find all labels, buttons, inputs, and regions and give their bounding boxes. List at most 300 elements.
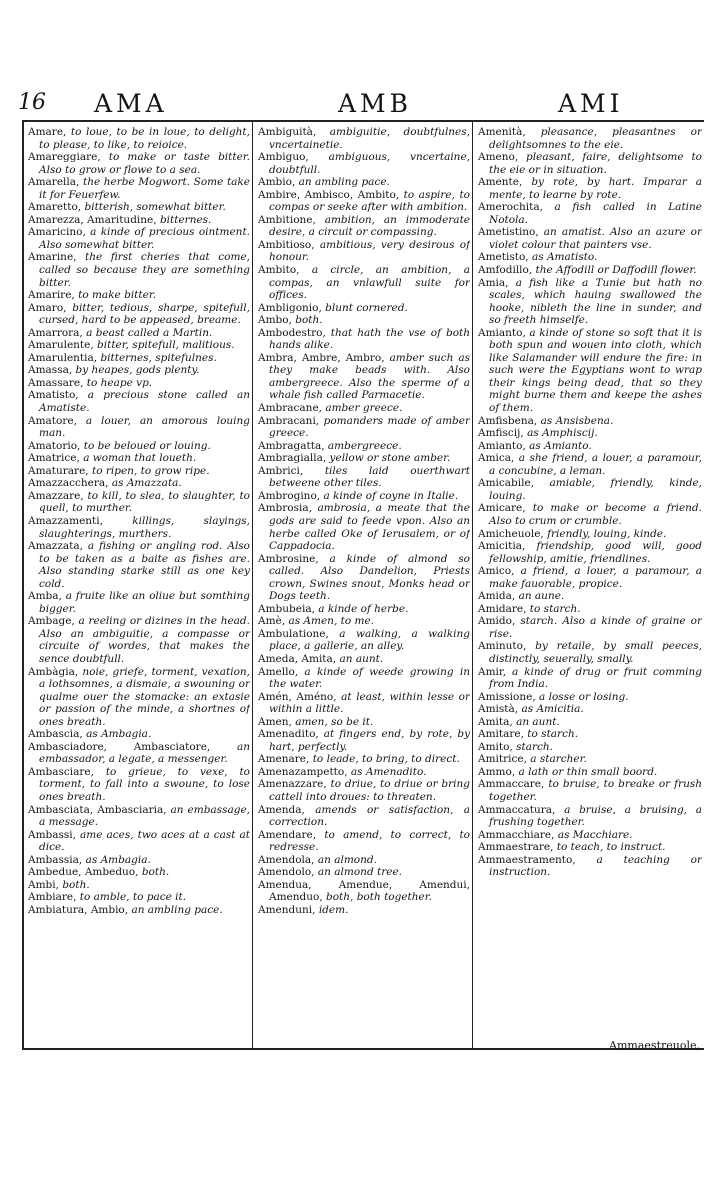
entry-headword: Ambo, bbox=[258, 314, 292, 327]
dictionary-entry bbox=[258, 465, 470, 490]
entry-definition: as Ambagia. bbox=[86, 728, 152, 741]
entry-definition: to starch. bbox=[527, 728, 579, 741]
dictionary-entry bbox=[28, 289, 250, 302]
dictionary-entry bbox=[28, 151, 250, 176]
dictionary-entry bbox=[258, 126, 470, 151]
dictionary-entry bbox=[478, 728, 702, 741]
entry-headword: Amica, bbox=[478, 452, 515, 465]
entry-headword: Amba, bbox=[28, 590, 62, 603]
dictionary-entry bbox=[478, 327, 702, 415]
dictionary-entry bbox=[478, 590, 702, 603]
entry-headword: Ambio, bbox=[258, 176, 296, 189]
entry-headword: Ambodestro, bbox=[258, 326, 326, 339]
entry-headword: Amassare, bbox=[28, 376, 84, 389]
entry-definition: a woman that loueth. bbox=[83, 452, 197, 465]
entry-definition: a louer, an amorous louing man. bbox=[39, 414, 250, 440]
page-number: 16 bbox=[18, 90, 46, 115]
dictionary-entry bbox=[478, 766, 702, 779]
dictionary-entry bbox=[28, 766, 250, 804]
entry-definition: killings, slayings, slaughterings, murthers. bbox=[39, 514, 250, 540]
entry-definition: a kinde of herbe. bbox=[318, 602, 409, 615]
entry-headword: Ambragatta, bbox=[258, 439, 325, 452]
entry-headword: Ambasciare, bbox=[28, 765, 94, 778]
dictionary-entry bbox=[478, 540, 702, 565]
dictionary-entry bbox=[258, 189, 470, 214]
entry-definition: ambrosia, a meate that the gods are said to feede vpon. Also an herbe called Oke of Ierusalem, or of Cappadocia. bbox=[269, 502, 470, 553]
entry-headword: Amarulentia, bbox=[28, 351, 98, 364]
entry-headword: Amitrice, bbox=[478, 753, 527, 766]
dictionary-entry bbox=[258, 753, 470, 766]
dictionary-entry bbox=[28, 854, 250, 867]
dictionary-entry bbox=[28, 251, 250, 289]
entry-definition: as Amenadito. bbox=[350, 765, 427, 778]
entry-definition: an aunt. bbox=[516, 715, 560, 728]
entry-headword: Amatrice, bbox=[28, 452, 80, 465]
entry-definition: to ripen, to grow ripe. bbox=[91, 464, 210, 477]
dictionary-entry bbox=[258, 904, 470, 917]
entry-definition: idem. bbox=[318, 903, 349, 916]
entry-headword: Amfiscij, bbox=[478, 427, 524, 440]
dictionary-entry bbox=[28, 214, 250, 227]
dictionary-entry bbox=[258, 352, 470, 402]
entry-definition: bitter, spitefull, malitious. bbox=[97, 339, 235, 352]
dictionary-entry bbox=[258, 415, 470, 440]
dictionary-entry bbox=[28, 327, 250, 340]
entry-headword: Amenduni, bbox=[258, 903, 316, 916]
entry-definition: a fish called in Latine Notola. bbox=[489, 201, 702, 226]
entry-headword: Amarrora, bbox=[28, 326, 83, 339]
dictionary-entry bbox=[28, 891, 250, 904]
entry-definition: an aunt. bbox=[339, 652, 384, 665]
entry-headword: Amazzacchera, bbox=[28, 477, 109, 490]
dictionary-entry bbox=[478, 703, 702, 716]
entry-definition: by heapes, gods plenty. bbox=[75, 364, 200, 377]
entry-headword: Ambire, Ambisco, Ambito, bbox=[258, 188, 400, 201]
entry-definition: to teach, to instruct. bbox=[556, 841, 666, 854]
entry-headword: Ammaccare, bbox=[478, 778, 545, 791]
entry-headword: Amatore, bbox=[28, 414, 77, 427]
dictionary-entry bbox=[258, 615, 470, 628]
entry-definition: starch. Also a kinde of graine or rise. bbox=[489, 615, 702, 640]
catchword: Ammaestreuole, bbox=[609, 1039, 700, 1052]
dictionary-entry bbox=[478, 565, 702, 590]
entry-headword: Amfodillo, bbox=[478, 264, 533, 277]
column-rule bbox=[472, 120, 473, 1050]
dictionary-entry bbox=[28, 339, 250, 352]
dictionary-entry bbox=[28, 465, 250, 478]
entry-definition: amen, so be it. bbox=[295, 715, 374, 728]
entry-headword: Ambàgia, bbox=[28, 665, 79, 678]
entry-headword: Ambi, bbox=[28, 878, 59, 891]
dictionary-entry bbox=[478, 854, 702, 879]
entry-headword: Ambiguità, bbox=[258, 126, 317, 138]
entry-definition: ambitious, very desirous of honour. bbox=[269, 238, 470, 264]
entry-definition: to driue, to driue or bring cattell into droues: to threaten. bbox=[269, 778, 470, 803]
entry-headword: Amendua, Amendue, Amendui, Amenduo, bbox=[258, 878, 470, 904]
entry-definition: friendship, good will, good fellowship, amitie, friendlines. bbox=[489, 540, 702, 565]
entry-headword: Ambitione, bbox=[258, 213, 316, 226]
dictionary-entry bbox=[258, 716, 470, 729]
dictionary-entry bbox=[28, 415, 250, 440]
dictionary-entry bbox=[258, 502, 470, 552]
entry-headword: Amarezza, Amaritudine, bbox=[28, 213, 157, 226]
dictionary-entry bbox=[28, 477, 250, 490]
entry-headword: Ambage, bbox=[28, 615, 75, 628]
entry-headword: Ambito, bbox=[258, 264, 300, 277]
entry-headword: Ambracane, bbox=[258, 402, 322, 415]
dictionary-entry bbox=[258, 239, 470, 264]
entry-definition: that hath the vse of both hands alike. bbox=[269, 326, 470, 352]
dictionary-entry bbox=[258, 264, 470, 302]
dictionary-entry bbox=[478, 528, 702, 541]
entry-definition: as Amianto. bbox=[529, 439, 592, 452]
entry-definition: a kinde of coyne in Italie. bbox=[323, 489, 459, 502]
dictionary-entry bbox=[28, 226, 250, 251]
entry-definition: an almond tree. bbox=[317, 866, 403, 879]
entry-headword: Ambrici, bbox=[258, 464, 304, 477]
dictionary-entry bbox=[28, 515, 250, 540]
entry-headword: Ambasciadore, Ambasciatore, bbox=[28, 740, 211, 753]
dictionary-entry bbox=[478, 151, 702, 176]
entry-definition: amends or satisfaction, a correction. bbox=[269, 803, 470, 829]
entry-headword: Amello, bbox=[258, 665, 299, 678]
entry-headword: Amicare, bbox=[478, 502, 526, 515]
dictionary-entry bbox=[258, 151, 470, 176]
entry-definition: pleasance, pleasantnes or delightsomnes to the eie. bbox=[489, 126, 702, 151]
entry-definition: to loue, to be in loue, to delight, to please, to like, to reioice. bbox=[39, 126, 250, 151]
running-head-right: AMI bbox=[558, 89, 624, 118]
entry-headword: Amico, bbox=[478, 565, 515, 578]
entry-definition: both. bbox=[295, 314, 323, 327]
entry-definition: to heape vp. bbox=[86, 376, 153, 389]
entry-headword: Amazzata, bbox=[28, 540, 83, 553]
entry-headword: Amenazzare, bbox=[258, 778, 327, 791]
entry-definition: a kinde of almond so called. Also Dandelion, Priests crown, Swines snout, Monks head or Dogs teeth. bbox=[269, 552, 470, 603]
dictionary-entry bbox=[478, 226, 702, 251]
entry-headword: Amazzare, bbox=[28, 489, 84, 502]
dictionary-entry bbox=[258, 176, 470, 189]
dictionary-entry bbox=[258, 866, 470, 879]
dictionary-entry bbox=[28, 176, 250, 201]
entry-definition: pleasant, faire, delightsome to the eie or in situation. bbox=[489, 151, 702, 176]
entry-definition: amber such as they make beads with. Also ambergreece. Also the sperme of a whale fish called Parmacetie. bbox=[269, 351, 470, 402]
dictionary-entry bbox=[258, 490, 470, 503]
entry-definition: an ambling pace. bbox=[298, 176, 390, 189]
dictionary-entry bbox=[478, 829, 702, 842]
dictionary-entry bbox=[28, 829, 250, 854]
entry-definition: bitternes, spitefulnes. bbox=[100, 351, 217, 364]
entry-definition: to amble, to pace it. bbox=[79, 891, 187, 904]
entry-definition: as Amicitia. bbox=[521, 703, 584, 716]
dictionary-entry bbox=[258, 402, 470, 415]
entry-headword: Ambrosia, bbox=[258, 502, 312, 515]
entry-headword: Amenazampetto, bbox=[258, 765, 348, 778]
entry-headword: Amazzamenti, bbox=[28, 514, 103, 527]
entry-definition: an embassage, a message. bbox=[39, 803, 250, 829]
entry-headword: Amen, bbox=[258, 715, 292, 728]
dictionary-entry bbox=[478, 753, 702, 766]
dictionary-entry bbox=[478, 415, 702, 428]
entry-headword: Amenda, bbox=[258, 803, 305, 816]
entry-headword: Amare, bbox=[28, 126, 67, 138]
entry-definition: noie, griefe, torment, vexation, a lothsomnes, a dismaie, a swouning or qualme ouer the stomacke: an extasie or passion of the minde, a shortnes of ones breath. bbox=[39, 665, 250, 728]
entry-headword: Amaturare, bbox=[28, 464, 89, 477]
entry-headword: Amaro, bbox=[28, 301, 67, 314]
dictionary-page bbox=[14, 86, 704, 1050]
entry-definition: to starch. bbox=[529, 602, 581, 615]
dictionary-entry bbox=[258, 440, 470, 453]
running-head-center: AMB bbox=[338, 89, 413, 118]
entry-headword: Amianto, bbox=[478, 439, 526, 452]
entry-definition: a fruite like an oliue but somthing bigger. bbox=[39, 590, 250, 615]
entry-definition: by retaile, by small peeces, distinctly, seuerally, smally. bbox=[489, 640, 702, 665]
dictionary-entry bbox=[258, 653, 470, 666]
dictionary-entry bbox=[478, 427, 702, 440]
entry-definition: blunt cornered. bbox=[325, 301, 408, 314]
entry-headword: Ambligonio, bbox=[258, 301, 322, 314]
dictionary-entry bbox=[258, 603, 470, 616]
entry-definition: to make or taste bitter. Also to grow or flowe to a sea. bbox=[39, 151, 250, 176]
entry-headword: Amendolo, bbox=[258, 866, 315, 879]
dictionary-entry bbox=[258, 854, 470, 867]
dictionary-entry bbox=[28, 440, 250, 453]
entry-definition: the first cheries that come, called so because they are something bitter. bbox=[39, 251, 250, 289]
dictionary-entry bbox=[478, 804, 702, 829]
entry-headword: Ammaestramento, bbox=[478, 853, 576, 866]
entry-headword: Ambasciata, Ambasciaria, bbox=[28, 803, 167, 816]
entry-headword: Ammaestrare, bbox=[478, 841, 554, 854]
entry-definition: as Ambagia. bbox=[85, 853, 151, 866]
dictionary-entry bbox=[258, 314, 470, 327]
dictionary-entry bbox=[258, 691, 470, 716]
entry-headword: Ambrosine, bbox=[258, 552, 319, 565]
entry-definition: a starcher. bbox=[530, 753, 587, 766]
dictionary-entry bbox=[478, 502, 702, 527]
entry-definition: a teaching or instruction. bbox=[489, 853, 702, 879]
entry-definition: an aune. bbox=[518, 590, 565, 603]
entry-definition: to amend, to correct, to redresse. bbox=[269, 828, 470, 854]
entry-definition: both, both together. bbox=[326, 891, 432, 904]
entry-headword: Amaricino, bbox=[28, 226, 86, 239]
entry-definition: an embassador, a legate, a messenger. bbox=[39, 740, 250, 766]
dictionary-entry bbox=[258, 829, 470, 854]
entry-definition: starch. bbox=[516, 740, 553, 753]
entry-headword: Amia, bbox=[478, 276, 509, 289]
entry-headword: Amistà, bbox=[478, 703, 519, 716]
page-header bbox=[18, 86, 704, 122]
entry-definition: as Ansisbena. bbox=[540, 414, 614, 427]
entry-definition: a losse or losing. bbox=[539, 690, 629, 703]
entry-headword: Ambiguo, bbox=[258, 151, 309, 164]
dictionary-entry bbox=[478, 251, 702, 264]
entry-headword: Amito, bbox=[478, 740, 513, 753]
entry-headword: Amidare, bbox=[478, 602, 527, 615]
dictionary-entry bbox=[28, 126, 250, 151]
entry-definition: at fingers end, by rote, by hart, perfectly. bbox=[269, 728, 470, 753]
dictionary-entry bbox=[478, 264, 702, 277]
entry-definition: pomanders made of amber greece. bbox=[269, 414, 470, 440]
entry-definition: as Amatisto. bbox=[531, 251, 598, 264]
entry-definition: to make bitter. bbox=[78, 289, 157, 302]
entry-definition: a lath or thin small boord. bbox=[518, 765, 658, 778]
entry-definition: both. bbox=[62, 878, 90, 891]
dictionary-entry bbox=[478, 176, 702, 201]
entry-definition: to make or become a friend. Also to crum or crumble. bbox=[489, 502, 702, 527]
dictionary-entry bbox=[28, 352, 250, 365]
entry-definition: bitterish, somewhat bitter. bbox=[84, 201, 226, 214]
entry-definition: an almond. bbox=[317, 853, 377, 866]
entry-definition: a friend, a louer, a paramour, a make fauorable, propice. bbox=[489, 565, 702, 590]
entry-definition: to aspire, to compas or seeke after with ambition. bbox=[269, 188, 470, 214]
dictionary-entry bbox=[478, 691, 702, 704]
entry-definition: ame aces, two aces at a cast at dice. bbox=[39, 828, 250, 854]
entry-headword: Amarella, bbox=[28, 176, 80, 189]
entry-headword: Ambubeia, bbox=[258, 602, 315, 615]
entry-headword: Amissione, bbox=[478, 690, 536, 703]
entry-headword: Amendola, bbox=[258, 853, 315, 866]
dictionary-entry bbox=[28, 201, 250, 214]
entry-definition: as Amazzata. bbox=[111, 477, 182, 490]
entry-definition: a kinde of precious ointment. Also somewhat bitter. bbox=[39, 226, 250, 251]
dictionary-entry bbox=[258, 778, 470, 803]
entry-headword: Amitare, bbox=[478, 728, 524, 741]
entry-headword: Amatorio, bbox=[28, 439, 81, 452]
entry-headword: Ambascia, bbox=[28, 728, 83, 741]
entry-headword: Amenadito, bbox=[258, 728, 319, 741]
entry-definition: a fishing or angling rod. Also to be taken as a baite as fishes are. Also standing starke still as one key cold. bbox=[39, 540, 250, 590]
entry-definition: a precious stone called an Amatiste. bbox=[39, 389, 250, 415]
entry-headword: Amarine, bbox=[28, 251, 77, 264]
entry-definition: a reeling or dizines in the head. Also an ambiguitie, a compasse or circuite of wordes, that makes the sence doubtfull. bbox=[39, 615, 250, 665]
dictionary-entry bbox=[478, 666, 702, 691]
entry-headword: Amicheuole, bbox=[478, 527, 544, 540]
dictionary-entry bbox=[28, 615, 250, 665]
dictionary-entry bbox=[258, 452, 470, 465]
entry-headword: Amir, bbox=[478, 665, 507, 678]
entry-headword: Amianto, bbox=[478, 326, 526, 339]
dictionary-entry bbox=[478, 603, 702, 616]
entry-headword: Ametisto, bbox=[478, 251, 529, 264]
dictionary-entry bbox=[258, 766, 470, 779]
entry-headword: Amenità, bbox=[478, 126, 526, 138]
entry-definition: at least, within lesse or within a little. bbox=[269, 690, 470, 716]
entry-definition: both. bbox=[141, 866, 170, 879]
dictionary-entry bbox=[478, 201, 702, 226]
entry-definition: a kinde of stone so soft that it is both spun and wouen into cloth, which like Salamander will endure the fire: in such were the Egyptians wont to wrap their kings being dead, that so they might burne them and keepe the ashes of them. bbox=[489, 326, 702, 415]
dictionary-entry bbox=[28, 904, 250, 917]
dictionary-entry bbox=[28, 452, 250, 465]
entry-definition: to grieue, to vexe, to torment, to fall into a swoune, to lose ones breath. bbox=[39, 765, 250, 803]
dictionary-entry bbox=[28, 377, 250, 390]
running-head-left: AMA bbox=[94, 89, 168, 118]
entry-headword: Ammaccatura, bbox=[478, 803, 556, 816]
entry-headword: Ambiatura, Ambio, bbox=[28, 903, 129, 916]
entry-definition: an ambling pace. bbox=[131, 903, 223, 916]
entry-headword: Ambrogino, bbox=[258, 489, 321, 502]
entry-definition: yellow or stone amber. bbox=[329, 452, 451, 465]
entry-headword: Amarulente, bbox=[28, 339, 94, 352]
dictionary-entry bbox=[258, 214, 470, 239]
entry-headword: Ambra, Ambre, Ambro, bbox=[258, 351, 385, 364]
dictionary-entry bbox=[478, 778, 702, 803]
entry-definition: friendly, louing, kinde. bbox=[547, 527, 667, 540]
entry-headword: Amareggiare, bbox=[28, 151, 101, 164]
entry-headword: Ambassi, bbox=[28, 828, 76, 841]
entry-definition: ambiguous, vncertaine, doubtfull. bbox=[269, 151, 470, 176]
dictionary-entry bbox=[258, 666, 470, 691]
entry-definition: as Amphiscij. bbox=[527, 427, 598, 440]
dictionary-entry bbox=[478, 640, 702, 665]
entry-definition: a fish like a Tunie but hath no scales, which hauing swallowed the hooke, nibleth the line in sunder, and so freeth himselfe. bbox=[489, 276, 702, 327]
column-rule bbox=[252, 120, 253, 1050]
dictionary-entry bbox=[28, 804, 250, 829]
entry-headword: Amén, Améno, bbox=[258, 690, 337, 703]
entry-headword: Amatisto, bbox=[28, 389, 79, 402]
dictionary-entry bbox=[478, 716, 702, 729]
dictionary-entry bbox=[258, 879, 470, 904]
entry-definition: the herbe Mogwort. Some take it for Feuerfew. bbox=[39, 176, 250, 201]
entry-definition: bitternes. bbox=[159, 213, 212, 226]
entry-headword: Ameda, Amita, bbox=[258, 652, 337, 665]
entry-headword: Amè, bbox=[258, 615, 286, 628]
entry-headword: Amarire, bbox=[28, 289, 75, 302]
dictionary-entry bbox=[28, 590, 250, 615]
entry-headword: Amicabile, bbox=[478, 477, 535, 490]
entry-headword: Amido, bbox=[478, 615, 516, 628]
entry-headword: Amfisbena, bbox=[478, 414, 538, 427]
dictionary-entry bbox=[28, 741, 250, 766]
entry-headword: Amente, bbox=[478, 176, 523, 189]
dictionary-entry bbox=[258, 728, 470, 753]
dictionary-entry bbox=[258, 628, 470, 653]
entry-headword: Ambassia, bbox=[28, 853, 83, 866]
entry-headword: Ammacchiare, bbox=[478, 828, 555, 841]
entry-definition: ambiguitie, doubtfulnes, vncertainetie. bbox=[269, 126, 470, 151]
entry-headword: Amida, bbox=[478, 590, 516, 603]
dictionary-entry bbox=[478, 277, 702, 327]
dictionary-entry bbox=[478, 452, 702, 477]
column-1 bbox=[28, 126, 250, 916]
entry-definition: by rote, by hart. Imparar a mente, to learne by rote. bbox=[489, 176, 702, 201]
entry-definition: amber greece. bbox=[325, 402, 403, 415]
entry-definition: to be beloued or louing. bbox=[83, 439, 211, 452]
dictionary-entry bbox=[28, 666, 250, 729]
dictionary-entry bbox=[478, 841, 702, 854]
entry-definition: a kinde of weede growing in the water. bbox=[269, 665, 470, 691]
entry-definition: a beast called a Martin. bbox=[86, 326, 213, 339]
entry-definition: amiable, friendly, kinde, louing. bbox=[489, 477, 702, 502]
entry-definition: to kill, to slea, to slaughter, to quell, to murther. bbox=[39, 489, 250, 515]
entry-headword: Ambitioso, bbox=[258, 238, 315, 251]
entry-definition: to leade, to bring, to direct. bbox=[312, 753, 460, 766]
entry-headword: Ametistino, bbox=[478, 226, 539, 239]
dictionary-entry bbox=[478, 440, 702, 453]
entry-definition: as Amen, to me. bbox=[288, 615, 375, 628]
dictionary-entry bbox=[258, 302, 470, 315]
dictionary-entry bbox=[28, 389, 250, 414]
entry-headword: Ambedue, Ambeduo, bbox=[28, 866, 139, 879]
dictionary-entry bbox=[28, 540, 250, 590]
dictionary-entry bbox=[28, 879, 250, 892]
column-2 bbox=[258, 126, 470, 916]
dictionary-entry bbox=[28, 866, 250, 879]
column-3 bbox=[478, 126, 702, 879]
entry-definition: to bruise, to breake or frush together. bbox=[489, 778, 702, 803]
dictionary-entry bbox=[28, 728, 250, 741]
entry-headword: Amicitia, bbox=[478, 540, 526, 553]
entry-headword: Ammo, bbox=[478, 765, 516, 778]
dictionary-entry bbox=[28, 364, 250, 377]
